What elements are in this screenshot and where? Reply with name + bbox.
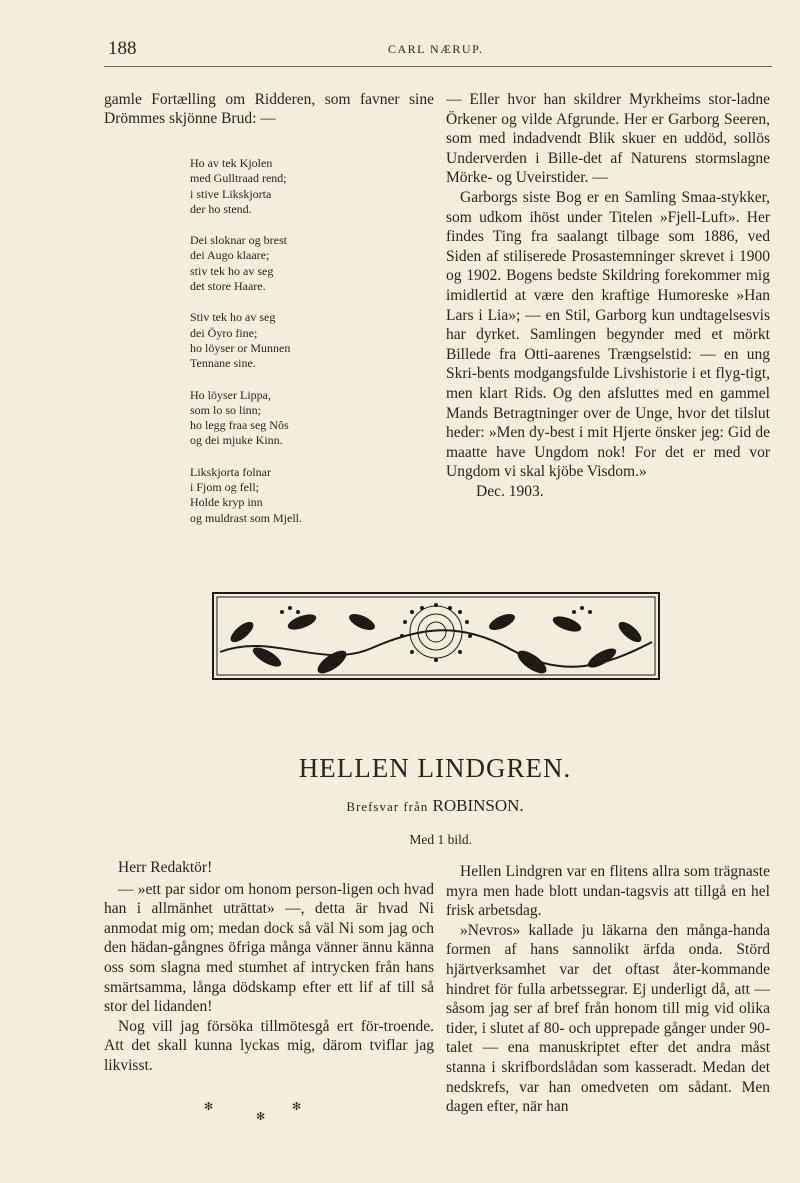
subtitle-name: ROBINSON. (432, 796, 524, 815)
body-paragraph: Nog vill jag försöka tillmötesgå ert för-troende. Att det skall kunna lyckas mig, därom tviflar jag likvisst. (104, 1017, 434, 1074)
poem-stanza (190, 233, 430, 294)
page-number: 188 (108, 38, 137, 59)
body-paragraph: Hellen Lindgren var en flitens allra som trägnaste myra men hade blott undan-tagsvis att tillgå en hel frisk arbetsdag. (446, 863, 770, 920)
poem-line: i Fjom og fell; (190, 480, 259, 495)
poem-line: det store Haare. (190, 279, 266, 294)
body-paragraph: — »ett par sidor om honom person-ligen och hvad han i allmänhet uträttat» —, detta är hvad Ni anmodat mig om; medan dock så väl Ni som jag och den hädan-gångnes öfriga många vänner ännu känna oss som slagna med stumhet af intrycken från hans smärtsamma, långa dödskamp efter ett lif af till så stor del lidanden! (104, 880, 434, 1016)
body-paragraph: »Nevros» kallade ju läkarna den många-handa formen af hans sannolikt ärfda onda. Störd hjärtverksamhet var det oftast åter-kommande hindret för fulla arbetssegrar. Ej underligt då, att — såsom jag ser af bref från honom till mig vid olika tider, i slutet af 80- och upprepade gånger under 90-talet — ena manuskriptet efter det andra måst stanna i skrifbordslådan som kasseradt. Medan det nedskrefs, var han omedveten om sådant. Men dagen efter, när han (446, 921, 770, 1116)
poem-stanza (190, 156, 430, 217)
right-column-bottom (446, 862, 770, 1117)
floral-ornament-banner (212, 592, 660, 680)
body-paragraph: Garborgs siste Bog er en Samling Smaa-stykker, som udkom ihöst under Titelen »Fjell-Luft». Her findes Ting fra saalangt tilbage som 1886, ved Siden af stiliserede Prosastemninger skrevet i 1900 og 1902. Bogens bedste Skildring forekommer mig imidlertid at være den kraftige Humoreske »Han Lars i Lia»; — en Stil, Garborg kun undtagelsesvis har dyrket. Samlingen begynder med et mörkt Billede fra Otti-aarenes Trængselstid: — en ung Skri-bents modgangsfulde Livshistorie i et flyg-tigt, men klart Rids. Og den afsluttes med en gammel Mands Betragtninger over de Unge, hvor det tilslut heder: »Men dy-best i mit Hjerte önsker jeg: Gid de maatte have Ungdom nok! For det er med vor Ungdom vi skal kjöbe Visdom.» (446, 188, 770, 481)
running-head: CARL NÆRUP. (388, 42, 484, 56)
poem-line: Holde kryp inn (190, 495, 263, 510)
poem-line: Tennane sine. (190, 356, 256, 371)
poem-line: ho löyser or Munnen (190, 340, 291, 355)
poem-line: Stiv tek ho av seg (190, 310, 276, 325)
poem-stanza (190, 310, 430, 371)
image-note: Med 1 bild. (409, 832, 472, 847)
page-header (108, 38, 770, 60)
header-rule (104, 66, 772, 67)
poem-line: Dei sloknar og brest (190, 233, 287, 248)
poem-line: Likskjorta folnar (190, 464, 271, 479)
left-column-top (104, 90, 434, 128)
poem (190, 156, 430, 542)
salutation: Herr Redaktör! (118, 859, 213, 876)
left-column-bottom (104, 858, 434, 1076)
poem-line: Ho löyser Lippa, (190, 387, 271, 402)
asterisk-icon: ✻ (204, 1101, 214, 1113)
poem-line: stiv tek ho av seg (190, 263, 274, 278)
poem-line: dei Öyro fine; (190, 325, 258, 340)
poem-line: dei Augo klaare; (190, 248, 270, 263)
section-asterisks (200, 1100, 320, 1130)
asterisk-icon: ✻ (256, 1111, 266, 1123)
subtitle-prefix: Brefsvar från (346, 799, 429, 814)
body-paragraph: — Eller hvor han skildrer Myrkheims stor-ladne Örkener og vilde Afgrunde. Her er Garborg Seeren, som med indadvendt Blik skuer en uddöd, sollös Underverden i Bille-det af Naturens stormslagne Mörke- og Uveirstider. — (446, 91, 770, 187)
intro-paragraph: gamle Fortælling om Ridderen, som favner sine Drömmes skjönne Brud: — (104, 91, 434, 127)
article-subtitle (0, 796, 800, 816)
poem-line: og muldrast som Mjell. (190, 510, 302, 525)
poem-line: i stive Likskjorta (190, 186, 272, 201)
date-line: Dec. 1903. (476, 482, 544, 500)
poem-stanza (190, 465, 430, 526)
asterisk-icon: ✻ (292, 1101, 302, 1113)
poem-line: med Gulltraad rend; (190, 171, 287, 186)
poem-line: som lo so linn; (190, 402, 262, 417)
poem-line: Ho av tek Kjolen (190, 156, 273, 170)
article-title: HELLEN LINDGREN. (298, 753, 572, 783)
poem-line: ho legg fraa seg Nôs (190, 418, 289, 433)
right-column-top (446, 90, 770, 501)
poem-stanza (190, 388, 430, 449)
poem-line: og dei mjuke Kinn. (190, 433, 283, 448)
poem-line: der ho stend. (190, 201, 252, 216)
